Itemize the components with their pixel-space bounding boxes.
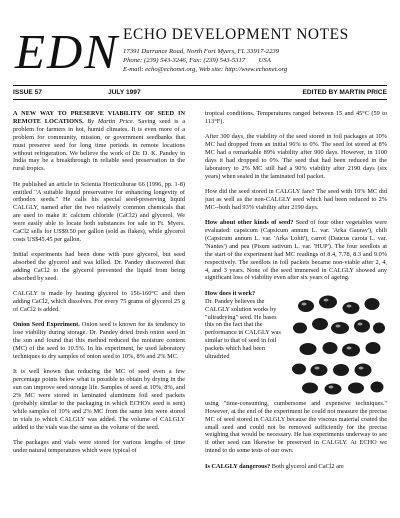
right-column: [205, 110, 387, 478]
byline: By Martin Price.: [87, 117, 135, 125]
section-body: Dr. Pandey believes the CALGLY solution works by "ultradrying" seed. He bases this on the fact that the performance in CALGLY was similar to that of seed in foil packets which had been ultradried: [205, 297, 281, 361]
paragraph: He published an article in Scientia Horticulturae 66 (1996, pp. 1-8) entitled "A suitable liquid preservative for enhancing longevity of orthodox seeds." He calls his special seed-preserving liquid CALGLY, named after the two relatively common chemicals that are used to make it: calcium chloride (CaCl2) and glycerol. We were easily able to locate both substances for sale in Ft. Myers. CaCl2 sells for US$9.50 per gallon (sold as flakes), while glycerol costs US$45.45 per gallon.: [13, 180, 185, 243]
issue-bar: [13, 87, 387, 98]
seeds-photo: [288, 292, 387, 396]
section-heading: Is CALGLY dangerous?: [205, 462, 271, 470]
intro-body: Saving seed is a problem for farmers in hot, humid climates. It is even more of a problem for community, mission, or government seedbanks that must preserve seed for long time periods in remote locations without refrigeration. We believe the work of Dr. D. K. Pandey in India may be a breakthrough in reliable seed preservation in the rural tropics.: [13, 117, 185, 173]
section-heading: How does it work?: [205, 289, 256, 297]
paragraph: The packages and vials were stored for various lengths of time under natural temperatures which were typical of: [13, 438, 185, 454]
paragraph: Initial experiments had been done with pure glycerol, but seed absorbed the glycerol and was killed. Dr. Pandey discovered that adding CaCl2 to the glycerol prevented the liquid from being absorbed by seed.: [13, 251, 185, 282]
phone-fax: Phone: (239) 543-3246, Fax: (239) 543-5317 USA: [123, 57, 271, 64]
dangerous-section: [205, 463, 387, 471]
how-it-works-text: [205, 290, 285, 361]
onion-section: [13, 321, 185, 361]
top-rule: [13, 85, 387, 86]
paragraph: How did the seed stored in CALGLY fare? The seed with 10% MC did just as well as the non-CALGLY seed which had been reduced to 2% MC--both had 93% viability after 2190 days.: [205, 188, 387, 211]
editor-credit: EDITED BY MARTIN PRICE: [302, 89, 387, 96]
bottom-rule: [13, 99, 387, 100]
section-body: Both glycerol and CaCl2 are: [271, 462, 344, 470]
postal-address: 17391 Durrance Road, North Fort Myers, FL 33917-2239: [123, 48, 280, 55]
edn-logo: EDN: [15, 24, 119, 79]
section-heading: Onion Seed Experiment.: [13, 321, 80, 329]
issue-date: JULY 1997: [108, 89, 141, 96]
paragraph: After 300 days, the viability of the seed stored in foil packages at 10% MC had dropped from an initial 96% to 0%. The seed lot stored at 8% MC had a remarkable 89% viability after 900 days. However, in 1100 days it had dropped to 0%. The seed that had been reduced in the laboratory to 2% MC still had a 90% viability after 2190 days (six years) when sealed in the laminated foil packet.: [205, 133, 387, 180]
paragraph: It is well known that reducing the MC of seed even a few percentage points below what is possible to obtain by drying in the sun can improve seed storage life. Samples of seed at 10%, 8%, and 2% MC were stored in laminated aluminum foil seed packets (probably similar to the packaging in which ECHO's seed is sent) while samples of 10% and 2% MC from the same lots were stored in vials to which CALGLY was added. The volume of CALGLY added to the vials was the same as the volume of the seed.: [13, 368, 185, 431]
left-column: [13, 110, 185, 462]
newsletter-title: ECHO DEVELOPMENT NOTES: [123, 26, 349, 43]
section-body: Seed of four other vegetables were evaluated: capsicum (Capsicum annum L. var. 'Arka Gaurav'), chili (Capsicum annum L. var. 'Arka Lohit'), carrot (Daucus carota L. var. 'Nantes') and pea (Pisum sativum L. var. 'HUP'). The four seedlots at the start of the experiment had MC readings of 8.4, 7.78, 8.3 and 9.0% respectively. The seedlots in foil packets became non-viable after 2, 4, 4, and 3 years. None of the seed immersed in CALGLY showed any significant loss of viability even after six years of ageing.: [205, 219, 388, 282]
issue-number: ISSUE 57: [13, 89, 42, 96]
how-it-works-block: [205, 290, 387, 400]
other-seeds-section: [205, 219, 387, 282]
email-website: E-mail: echo@echonet.org, Web site: http://www.echonet.org: [123, 66, 288, 73]
paragraph: using "time-consuming, cumbersome and expensive techniques." However, at the end of the experiment he could not measure the precise MC of seed stored in CALGLY because the viscous material coated the small seed and could not be removed sufficiently for the precise weighing that would be necessary. He has experiments underway to see if other seed can likewise be preserved in CALGLY. At ECHO we intend to do some tests of our own.: [205, 399, 387, 455]
masthead: [13, 26, 387, 78]
paragraph: CALGLY is made by heating glycerol to 156-160°C and then adding CaCl2, which dissolves. For every 75 grams of glycerol 25 g of CaCl2 is added.: [13, 290, 185, 314]
article-headline: A NEW WAY TO PRESERVE VIABILITY OF SEED IN REMOTE LOCATIONS.: [13, 110, 185, 125]
paragraph: tropical conditions. Temperatures ranged between 15 and 45°C (59 to 113°F).: [205, 110, 387, 125]
section-heading: How about other kinds of seed?: [205, 219, 294, 227]
section-body: Onion seed is known for its tendency to lose viability during storage. Dr. Pandey dried fresh onion seed in the sun and found that this method reduced the moisture content (MC) of the seed to 10.5%. In his experiment, he used laboratory techniques to dry samples of onion seed to 10%, 8% and 2% MC.: [13, 321, 185, 361]
article-intro: [13, 110, 185, 173]
